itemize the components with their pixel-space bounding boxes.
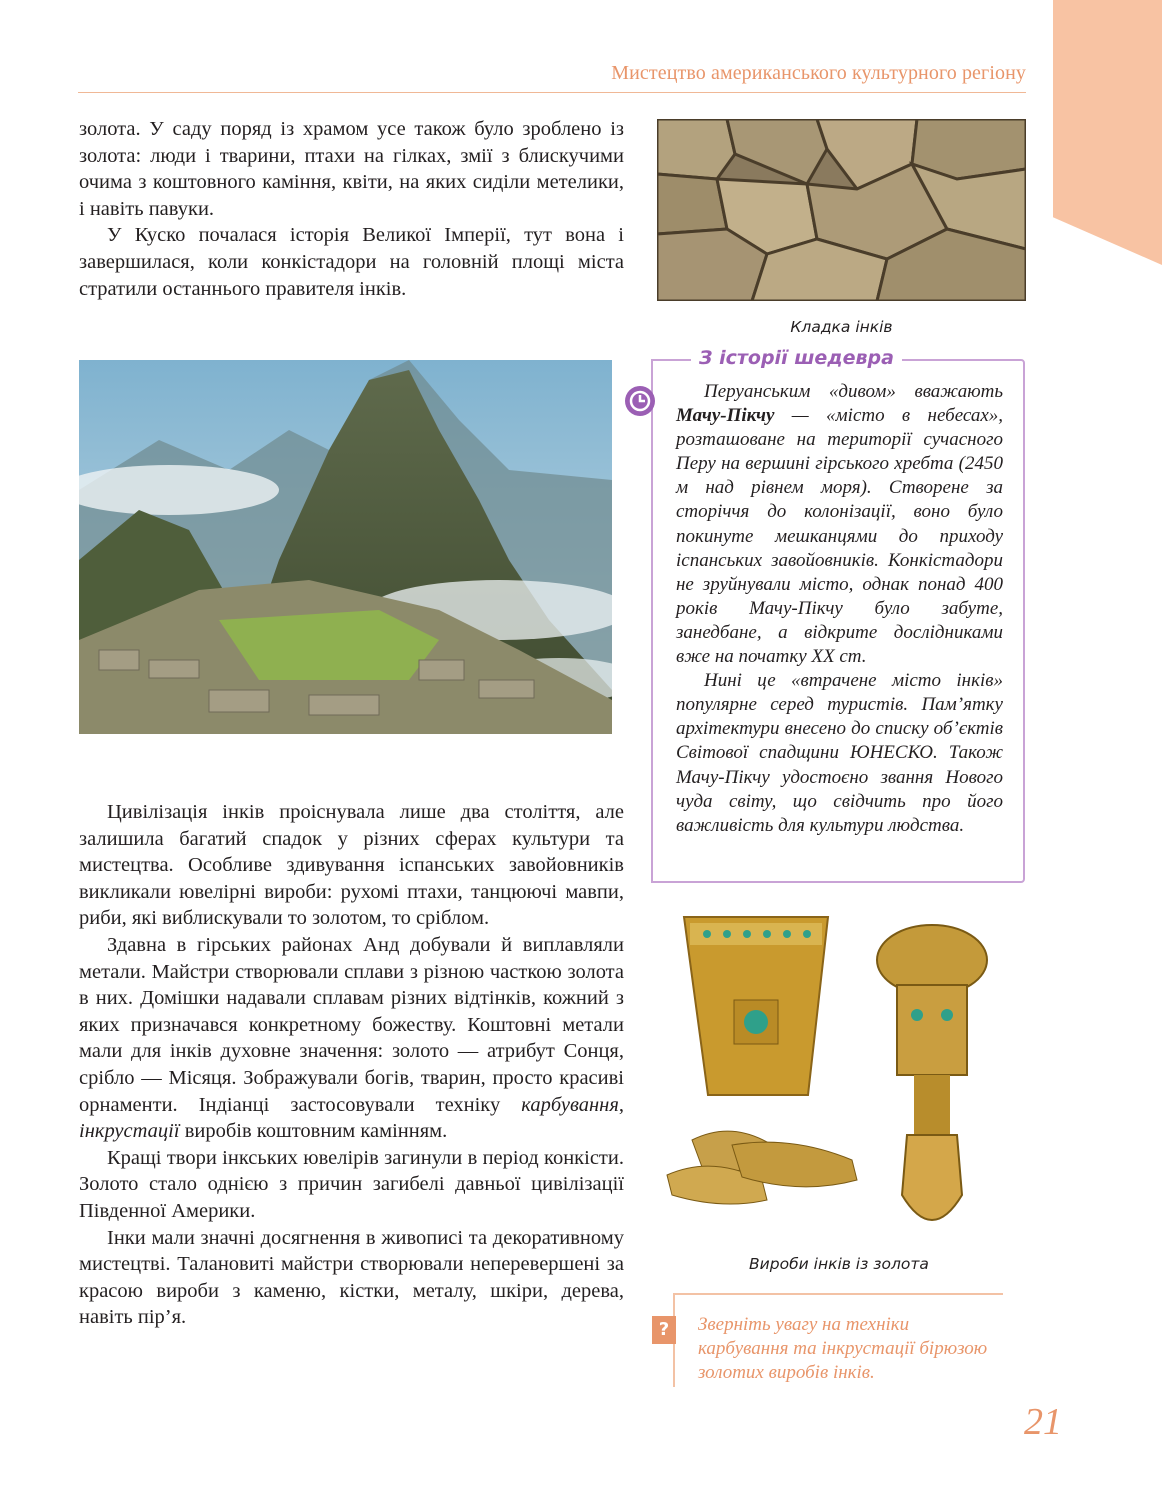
story-paragraph-2: Нині це «втрачене місто інків» популярне серед туристів. Пам’ятку архітектури внесено до списку об’єктів Світової спадщини ЮНЕСКО. Також Мачу-Пікчу удостоєно звання Нового чуда світу, що свідчить про його важливість для культури людства. — [676, 670, 1003, 836]
story-paragraph-1 — [676, 380, 1003, 669]
paragraph: У Куско почалася історія Великої Імперії, тут вона і завершилася, коли конкістадори на головній площі міста стратили останнього правителя інків. — [79, 224, 624, 300]
story-title: З історії шедевра — [691, 347, 902, 369]
paragraph: Інки мали значні досягнення в живописі та декоративному мистецтві. Талановиті майстри створювали неперевершені за красою вироби з каменю, кістки, металу, шкіри, дерева, навіть пір’я. — [79, 1226, 624, 1329]
story-text-part: — «місто в небесах», розташоване на території сучасного Перу на вершині гірського хребта (2450 м над рівнем моря). Створене за сторіччя до колонізації, воно було покинуте мешканцями до приходу іспанських завойовників. Конкістадори не зруйнували місто, однак понад 400 років Мачу-Пікчу було забуте, занедбане, а відкрите дослідниками вже на початку XX ст. — [676, 405, 1003, 668]
term-inlay: інкрустації — [79, 1120, 180, 1143]
gold-caption: Вироби інків із золота — [749, 1255, 929, 1273]
masonry-caption: Кладка інків — [790, 318, 893, 336]
story-text-part: Перуанським «дивом» вважають — [704, 381, 1003, 402]
paragraph: Кращі твори інкських ювелірів загинули в період конкісти. Золото стало однією з причин загибелі давньої цивілізації Південної Америки. — [79, 1146, 624, 1222]
paragraph: Цивілізація інків проіснувала лише два століття, але залишила багатий спадок у різних сферах культури та мистецтва. Особливе здивування іспанських завойовників викликали ювелірні вироби: рухомі птахи, танцюючі мавпи, риби, які виблискували то золотом, то сріблом. — [79, 801, 624, 930]
story-text — [676, 380, 1003, 838]
text-top — [79, 116, 624, 302]
question-icon: ? — [652, 1316, 676, 1344]
machu-picchu-photo — [79, 360, 612, 734]
running-title: Мистецтво американського культурного регіону — [611, 62, 1026, 84]
question-text: Зверніть увагу на техніки карбування та інкрустації бірюзою золотих виробів інків. — [698, 1314, 988, 1383]
clock-history-icon — [624, 385, 656, 417]
text-part: виробів коштовним камінням. — [179, 1120, 448, 1143]
text-part: , — [618, 1093, 624, 1116]
inca-masonry-photo — [657, 119, 1026, 301]
text-part: Здавна в гірських районах Анд добували й виплавляли метали. Майстри створювали сплави з різною часткою золота в них. Домішки надавали сплавам різних відтінків, кожний з яких призначався конкретному божеству. Коштовні метали мали для інків духовне значення: золото — атрибут Сонця, срібло — Місяця. Зображували богів, тварин, просто красиві орнаменти. Індіанці застосовували техніку — [79, 933, 624, 1116]
page-number: 21 — [1024, 1401, 1062, 1443]
story-bold-term: Мачу-Пікчу — [676, 405, 775, 427]
paragraph: золота. У саду поряд із храмом усе також було зроблено із золота: люди і тварини, птахи на гілках, змії з блискучими очима з коштовного каміння, квіти, на яких сиділи метелики, і навіть павуки. — [79, 118, 624, 220]
header-rule — [78, 92, 1026, 93]
paragraph — [79, 932, 624, 1145]
term-chasing: карбування — [521, 1093, 619, 1116]
gold-artifacts-photo — [652, 905, 1026, 1245]
text-bottom — [79, 799, 624, 1331]
corner-tab — [1053, 0, 1162, 265]
